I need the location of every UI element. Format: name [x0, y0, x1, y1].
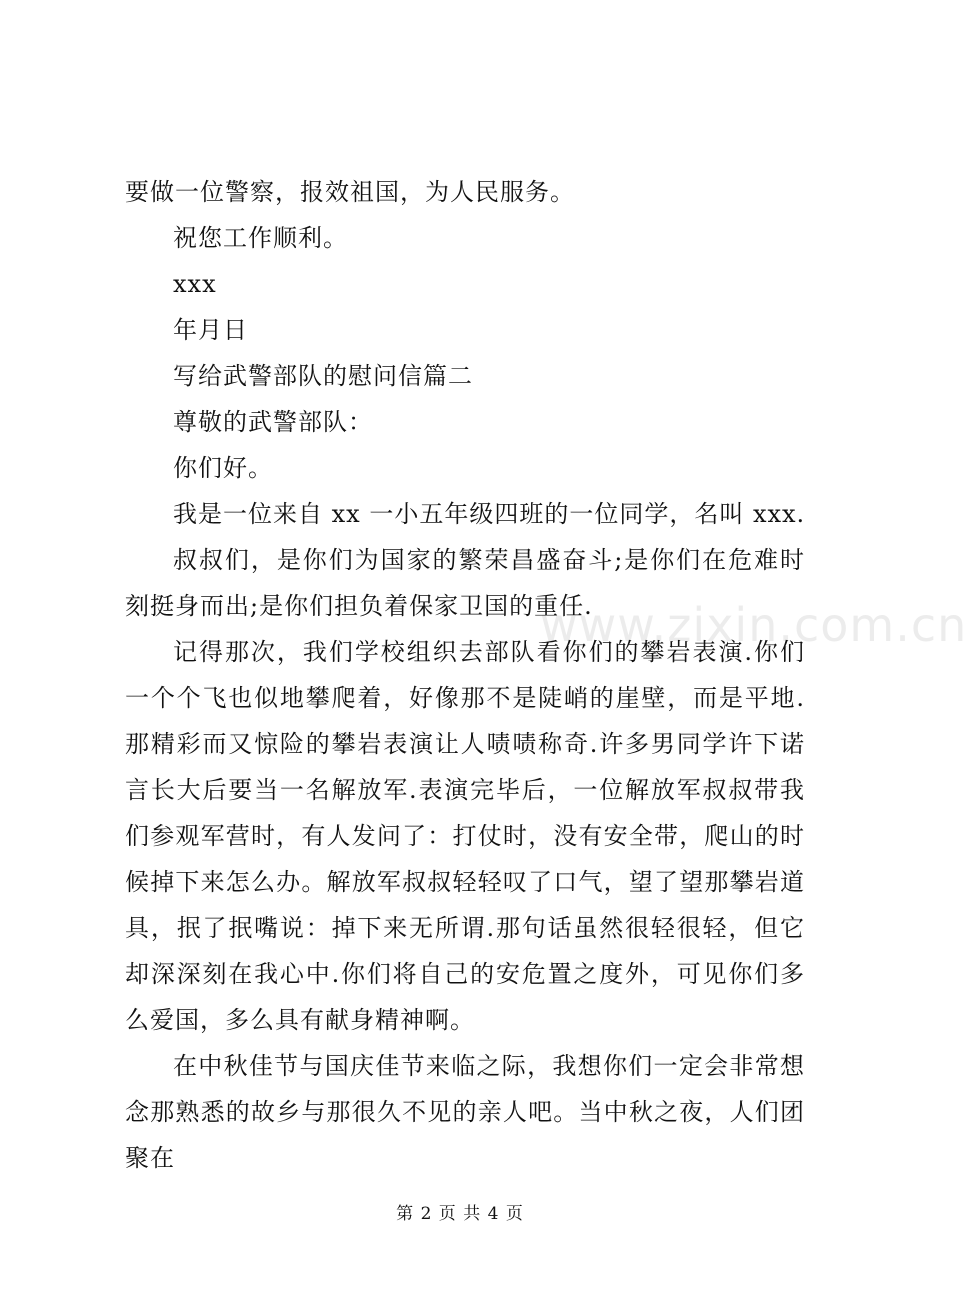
- continuation-line: 要做一位警察，报效祖国，为人民服务。: [125, 178, 575, 206]
- watermark: www.zixin.com.cn: [540, 598, 967, 652]
- signature: xxx: [173, 270, 217, 298]
- document-body: [125, 169, 805, 1181]
- paragraph-festival: 在中秋佳节与国庆佳节来临之际，我想你们一定会非常想念那熟悉的故乡与那很久不见的亲人吧。当中秋之夜，人们团聚在: [125, 1052, 805, 1172]
- closing-wish: 祝您工作顺利。: [173, 224, 348, 252]
- section-heading: 写给武警部队的慰问信篇二: [173, 362, 473, 390]
- paragraph-gratitude: 叔叔们，是你们为国家的繁荣昌盛奋斗;是你们在危难时刻挺身而出;是你们担负着保家卫国的重任.: [125, 546, 805, 620]
- page-footer: 第 2 页 共 4 页: [396, 1204, 524, 1224]
- paragraph-memory: 记得那次，我们学校组织去部队看你们的攀岩表演.你们一个个飞也似地攀爬着，好像那不是陡峭的崖壁，而是平地.那精彩而又惊险的攀岩表演让人啧啧称奇.许多男同学许下诺言长大后要当一名解放军.表演完毕后，一位解放军叔叔带我们参观军营时，有人发问了：打仗时，没有安全带，爬山的时候掉下来怎么办。解放军叔叔轻轻叹了口气，望了望那攀岩道具，抿了抿嘴说：掉下来无所谓.那句话虽然很轻很轻，但它却深深刻在我心中.你们将自己的安危置之度外，可见你们多么爱国，多么具有献身精神啊。: [125, 638, 805, 1034]
- salutation: 尊敬的武警部队：: [173, 408, 373, 436]
- greeting: 你们好。: [173, 454, 273, 482]
- date-line: 年月日: [173, 316, 248, 344]
- intro-line: 我是一位来自 xx 一小五年级四班的一位同学，名叫 xxx.: [173, 500, 806, 528]
